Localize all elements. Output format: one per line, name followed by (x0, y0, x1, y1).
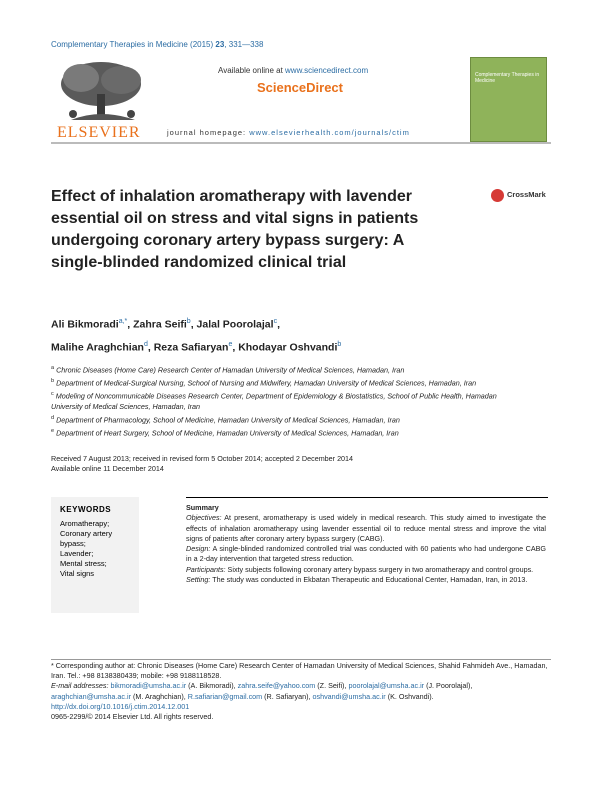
affiliations (51, 363, 521, 439)
cover-title: Complementary Therapies in Medicine (475, 72, 540, 84)
author-name: Zahra Seifi (133, 318, 187, 331)
author-name: Khodayar Oshvandi (238, 341, 338, 353)
crossmark-label: CrossMark (507, 190, 546, 199)
journal-homepage-link[interactable]: www.elsevierhealth.com/journals/ctim (249, 128, 410, 137)
journal-cover-image[interactable] (470, 57, 547, 142)
article-dates (51, 454, 521, 474)
header-divider (51, 142, 551, 144)
author-name: Jalal Poorolajal (196, 318, 274, 331)
keyword-item: Vital signs (60, 569, 95, 578)
article-title: Effect of inhalation aromatherapy with lavender essential oil on stress and vital signs in patients undergoing coronary artery bypass surgery: A single-blinded randomized clinical trial (51, 188, 419, 271)
affiliation-item: $^b$ Department of Medical-Surgical Nursing, School of Nursing and Midwifery, Hamadan University of Medical Sciences, Hamadan, Iran (51, 377, 477, 388)
summary-abstract (186, 503, 546, 585)
author-affiliation-link[interactable]: d (143, 340, 148, 348)
footnotes (51, 661, 551, 722)
available-online-date: Available online 11 December 2014 (51, 464, 164, 473)
summary-section: Design: A single-blinded randomized controlled trial was conducted with 60 patients who had undergone CABG in a 2-day intervention that targeted stress reduction. (186, 544, 546, 564)
journal-pages: , 331—338 (224, 40, 264, 49)
affiliation-item: $^a$ Chronic Diseases (Home Care) Research Center of Hamadan University of Medical Sciences, Hamadan, Iran (51, 365, 405, 375)
footnote-divider (51, 659, 551, 660)
author-list: Ali Bikmoradi$^{a,*}$, Zahra Seifi$^b$, Jalal Poorolajal$^c$, Malihe Araghchian$^d$, Reza Safiaryan$^e$, Khodayar Oshvandi$^b$ (51, 318, 342, 353)
author-affiliation-link[interactable]: a,* (118, 318, 128, 325)
elsevier-logo[interactable] (51, 58, 155, 141)
elsevier-wordmark: ELSEVIER (57, 124, 141, 141)
author-name: Ali Bikmoradi (51, 318, 119, 331)
summary-section: Participants: Sixty subjects following coronary artery bypass surgery in two aromatherapy and control groups. (186, 564, 534, 574)
crossmark-icon (491, 189, 504, 202)
keywords-box (51, 497, 139, 613)
summary-heading: Summary (186, 503, 219, 512)
keyword-item: Coronary artery (60, 529, 113, 538)
keywords-heading: KEYWORDS (60, 505, 112, 514)
available-online (218, 66, 368, 75)
email-link[interactable]: araghchian@umsha.ac.ir (51, 691, 132, 701)
summary-section: Objectives: At present, aromatherapy is used widely in medical research. This study aimed to investigate the effects of inhalation aromatherapy using lavender essential oil to reduce mental stress and improve the vital signs of patients after coronary artery bypass surgery (CABG). (186, 513, 546, 543)
keywords-list (60, 519, 112, 579)
author-name: Reza Safiaryan (153, 341, 229, 353)
affiliation-item: $^d$ Department of Pharmacology, School of Medicine, Hamadan University of Medical Sciences, Hamadan, Iran (51, 414, 400, 424)
email-link[interactable]: zahra.seife@yahoo.com (237, 681, 316, 691)
elsevier-tree-icon (51, 58, 155, 126)
author-affiliation-link[interactable]: e (228, 340, 233, 348)
author-affiliation-link[interactable]: c (273, 318, 278, 325)
available-prefix: Available online at (218, 66, 286, 75)
copyright-notice: 0965-2299/© 2014 Elsevier Ltd. All rights reserved. (51, 712, 214, 722)
summary-divider (186, 497, 548, 498)
crossmark-button[interactable] (491, 187, 551, 209)
journal-name: Complementary Therapies in Medicine (2015) (51, 40, 214, 49)
email-link[interactable]: R.safiarian@gmail.com (187, 691, 263, 701)
journal-reference[interactable] (51, 40, 263, 49)
author-name: Malihe Araghchian (51, 341, 144, 353)
summary-section: Setting: The study was conducted in Ekbatan Therapeutic and Educational Center, Hamadan, Iran, in 2013. (186, 575, 528, 585)
author-affiliation-link[interactable]: b (337, 340, 342, 348)
doi-link[interactable]: http://dx.doi.org/10.1016/j.ctim.2014.12.001 (51, 701, 190, 711)
keyword-item: Aromatherapy; (60, 519, 110, 528)
keyword-item: Lavender; (60, 549, 94, 558)
keyword-item: bypass; (60, 539, 86, 548)
author-affiliation-link[interactable]: b (186, 318, 191, 325)
journal-volume: 23 (215, 40, 225, 49)
sciencedirect-url-link[interactable]: www.sciencedirect.com (285, 66, 369, 75)
homepage-label: journal homepage: (167, 128, 250, 137)
affiliation-item: $^c$ Modeling of Noncommunicable Diseases Research Center, Department of Epidemiology & Biostatistics, School of Public Health, Hamadan University of Medical Sciences, Hamadan, Iran (51, 390, 497, 411)
sciencedirect-logo[interactable]: ScienceDirect (257, 80, 343, 95)
keyword-item: Mental stress; (60, 559, 107, 568)
email-link[interactable]: oshvandi@umsha.ac.ir (312, 691, 386, 701)
journal-homepage (167, 128, 410, 137)
email-addresses: E-mail addresses: bikmoradi@umsha.ac.ir (A. Bikmoradi), zahra.seife@yahoo.com (Z. Seifi), poorolajal@umsha.ac.ir (J. Poorolajal), araghchian@umsha.ac.ir (M. Araghchian), R.safiarian@gmail.com (R. Safiaryan), oshvandi@umsha.ac.ir (K. Oshvandi). (51, 681, 473, 701)
affiliation-item: $^e$ Department of Heart Surgery, School of Medicine, Hamadan University of Medical Sciences, Hamadan, Iran (51, 427, 399, 437)
email-link[interactable]: bikmoradi@umsha.ac.ir (110, 681, 187, 691)
corresponding-author-note: * Corresponding author at: Chronic Diseases (Home Care) Research Center of Hamadan University of Medical Sciences, Shahid Fahmideh Ave., Hamadan, Iran. Tel.: +98 8138380439; mobile: +98 9188118528. (51, 661, 548, 681)
received-dates: Received 7 August 2013; received in revised form 5 October 2014; accepted 2 December 2014 (51, 454, 354, 463)
email-link[interactable]: poorolajal@umsha.ac.ir (348, 681, 425, 691)
